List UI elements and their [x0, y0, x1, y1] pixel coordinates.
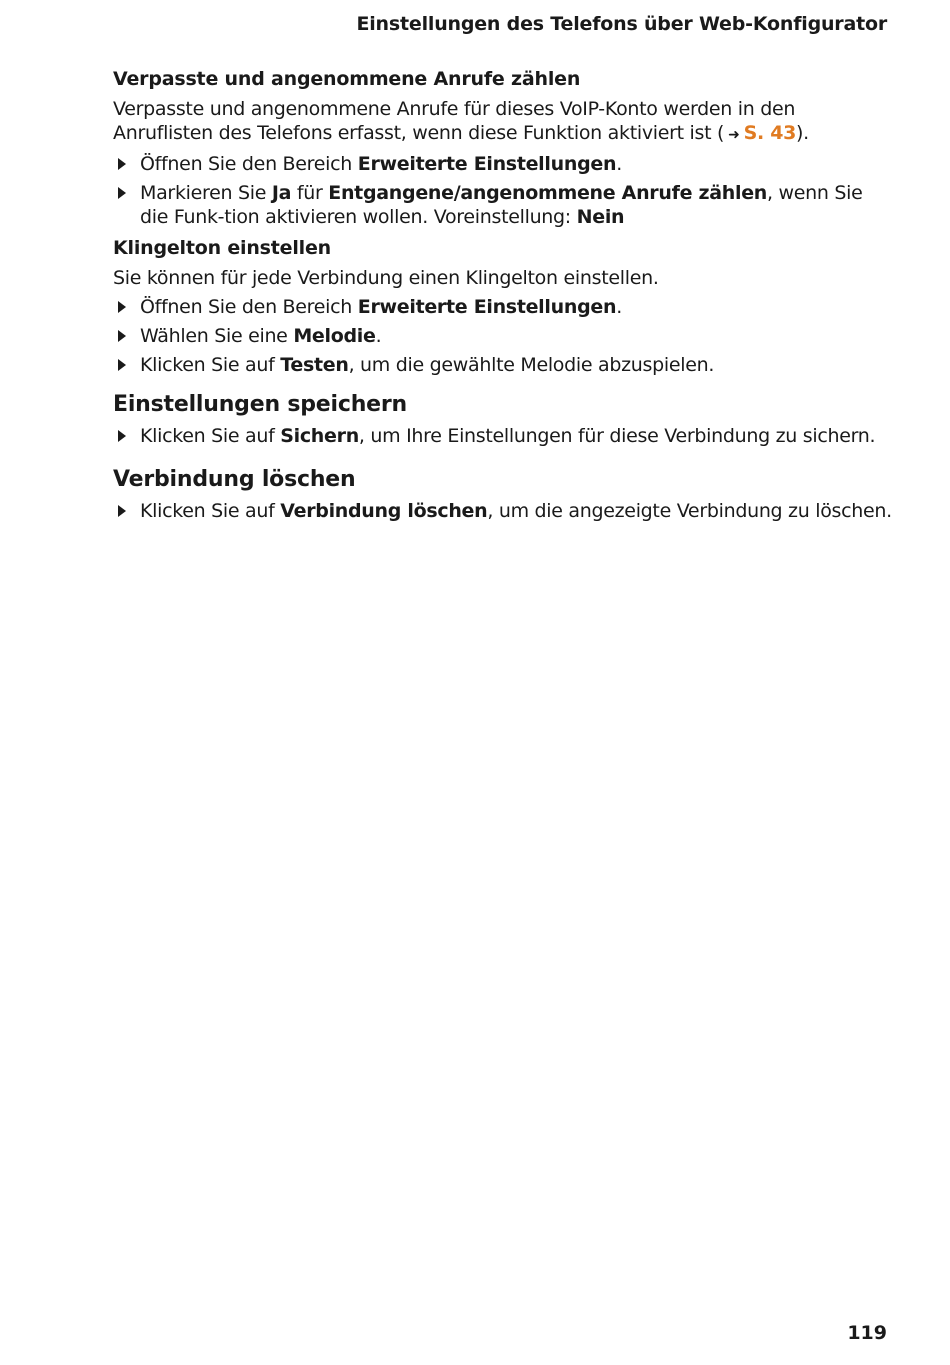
step-test-melody [113, 353, 893, 377]
step-bold-term: Erweiterte Einstellungen [357, 296, 617, 318]
step-text: Markieren Sie [140, 182, 272, 204]
bullet-triangle-icon [118, 187, 126, 199]
step-text: Öffnen Sie den Bereich [140, 153, 358, 175]
step-text: Klicken Sie auf [140, 354, 281, 376]
heading-ringtone: Klingelton einstellen [113, 237, 331, 259]
bullet-triangle-icon [118, 430, 126, 442]
step-save [113, 424, 893, 448]
step-text: Klicken Sie auf [140, 425, 281, 447]
step-bold-term: Melodie [293, 325, 376, 347]
step-delete [113, 499, 893, 523]
bullet-triangle-icon [118, 301, 126, 313]
step-bold-term: Verbindung löschen [280, 500, 488, 522]
page-reference-link[interactable]: S. 43 [743, 122, 797, 144]
page-content [113, 66, 893, 528]
step-text-end: , um die gewählte Melodie abzuspielen. [348, 354, 715, 376]
paragraph-ringtone: Sie können für jede Verbindung einen Klingelton einstellen. [113, 267, 659, 289]
step-text-mid: für [291, 182, 329, 204]
paragraph-count-calls [113, 97, 893, 147]
heading-count-calls: Verpasste und angenommene Anrufe zählen [113, 68, 581, 90]
heading-save-settings: Einstellungen speichern [113, 392, 408, 417]
bullet-triangle-icon [118, 330, 126, 342]
step-text-end: . [616, 296, 622, 318]
paragraph-text: Verpasste und angenommene Anrufe für dieses VoIP-Konto werden in den Anruflisten des Telefons erfasst, wenn diese Funktion aktiviert ist ( [113, 98, 796, 144]
step-text-end: , um die angezeigte Verbindung zu löschen. [487, 500, 892, 522]
step-text: Öffnen Sie den Bereich [140, 296, 358, 318]
step-bold-yes: Ja [271, 182, 292, 204]
step-bold-term: Sichern [280, 425, 359, 447]
bullet-triangle-icon [118, 505, 126, 517]
running-header: Einstellungen des Telefons über Web-Konfigurator [356, 13, 887, 35]
arrow-icon: ➜ [728, 127, 740, 143]
step-text-end: . [375, 325, 382, 347]
step-mark-yes [113, 181, 893, 229]
bullet-triangle-icon [118, 158, 126, 170]
bullet-triangle-icon [118, 359, 126, 371]
step-text: Klicken Sie auf [140, 500, 281, 522]
step-text: Wählen Sie eine [140, 325, 294, 347]
step-bold-option: Entgangene/angenommene Anrufe zählen [328, 182, 768, 204]
step-bold-term: Testen [280, 354, 349, 376]
step-select-melody [113, 324, 893, 348]
step-text-end: . [616, 153, 622, 175]
step-bold-term: Erweiterte Einstellungen [357, 153, 617, 175]
heading-delete-connection: Verbindung löschen [113, 467, 356, 492]
step-text-end: , wenn Sie die Funk-tion aktivieren wollen. Voreinstellung: [140, 182, 863, 228]
step-open-advanced [113, 152, 893, 176]
step-bold-default: Nein [576, 206, 625, 228]
step-open-advanced-ring [113, 295, 893, 319]
paragraph-text-end: ). [796, 122, 809, 144]
page-number: 119 [847, 1322, 887, 1344]
step-text-end: , um Ihre Einstellungen für diese Verbindung zu sichern. [358, 425, 876, 447]
